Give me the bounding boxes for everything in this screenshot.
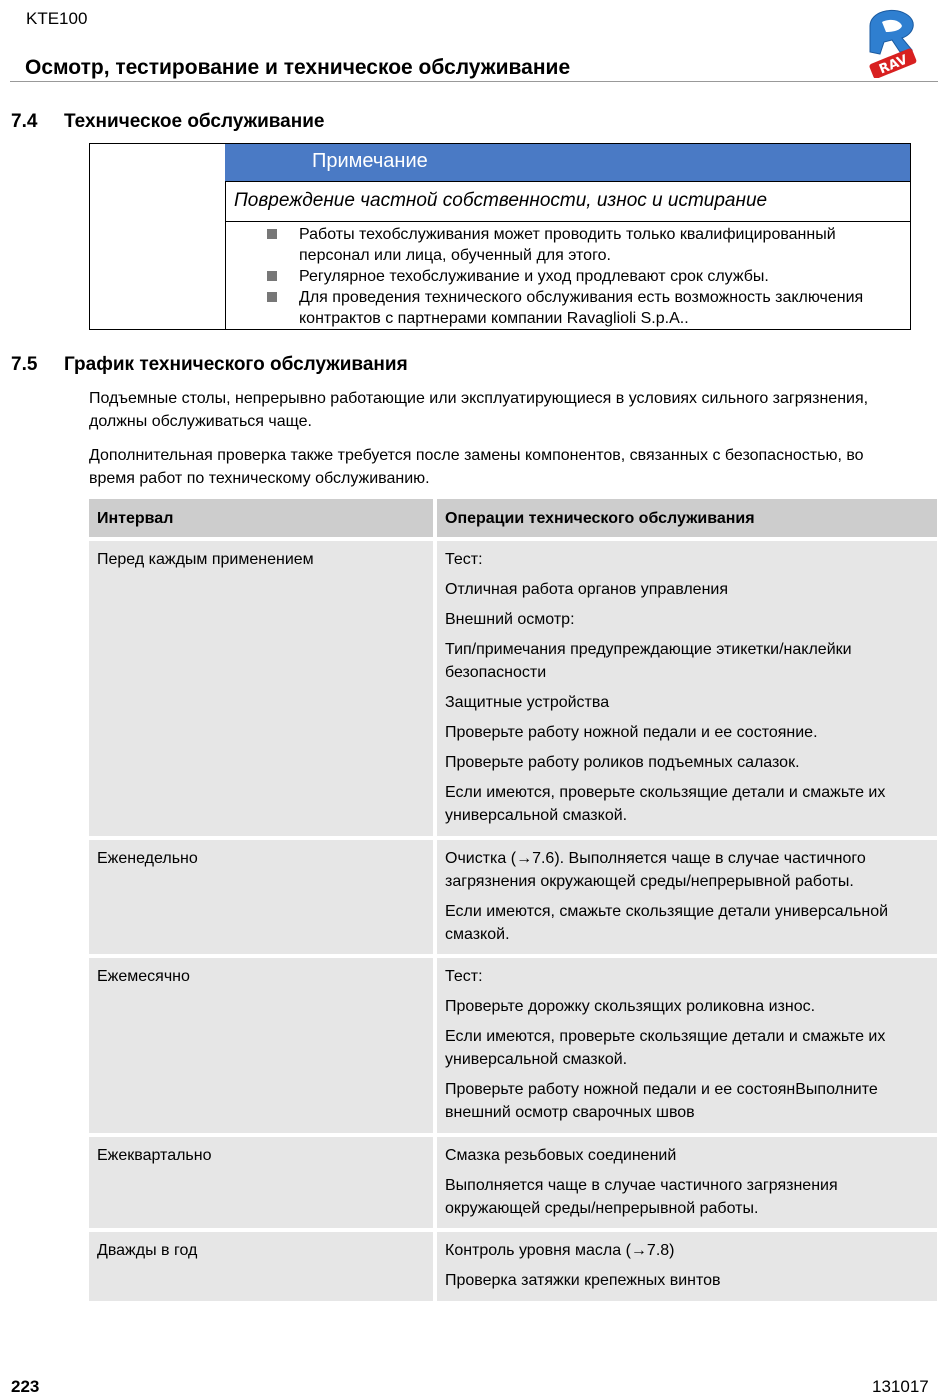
note-item: Для проведения технического обслуживания есть возможность заключения контрактов с партнерами компании Ravaglioli S.p.A.. bbox=[267, 287, 897, 329]
square-bullet-icon bbox=[267, 271, 277, 281]
table-cell-operations bbox=[437, 958, 937, 1133]
paragraph: Дополнительная проверка также требуется после замены компонентов, связанных с безопасностью, во время работ по техническому обслуживанию. bbox=[89, 447, 864, 487]
operation-item: Очистка (→7.6). Выполняется чаще в случае частичного загрязнения окружающей среды/непрерывной работы. bbox=[445, 850, 866, 890]
table-header-cell: Операции технического обслуживания bbox=[437, 499, 937, 537]
square-bullet-icon bbox=[267, 292, 277, 302]
table-header-cell: Интервал bbox=[89, 499, 433, 537]
table-cell-interval: Ежемесячно bbox=[89, 958, 433, 1133]
operation-item: Если имеются, проверьте скользящие детали и смажьте их универсальной смазкой. bbox=[445, 784, 886, 824]
operation-item: Проверьте работу роликов подъемных салазок. bbox=[445, 754, 800, 771]
section-number: 7.4 bbox=[11, 111, 38, 132]
table-cell-interval: Ежеквартально bbox=[89, 1137, 433, 1228]
note-box bbox=[89, 143, 911, 330]
section-title: Техническое обслуживание bbox=[64, 111, 325, 132]
operation-item: Если имеются, проверьте скользящие детали и смажьте их универсальной смазкой. bbox=[445, 1028, 886, 1068]
operation-item: Внешний осмотр: bbox=[445, 611, 575, 628]
operation-item: Проверка затяжки крепежных винтов bbox=[445, 1272, 721, 1289]
table-cell-interval: Еженедельно bbox=[89, 840, 433, 954]
note-subtitle: Повреждение частной собственности, износ и истирание bbox=[234, 190, 768, 211]
operation-item: Отличная работа органов управления bbox=[445, 581, 728, 598]
section-title: График технического обслуживания bbox=[64, 354, 408, 375]
note-item: Регулярное техобслуживание и уход продлевают срок службы. bbox=[267, 266, 897, 287]
table-cell-operations bbox=[437, 1232, 937, 1301]
note-list bbox=[267, 224, 897, 329]
note-subtitle-row bbox=[225, 182, 910, 222]
model-name: KTE100 bbox=[26, 9, 88, 28]
operation-item: Тест: bbox=[445, 968, 483, 985]
table-cell-interval: Перед каждым применением bbox=[89, 541, 433, 836]
document-code: 131017 bbox=[872, 1377, 929, 1396]
operation-item: Тест: bbox=[445, 551, 483, 568]
operation-item: Контроль уровня масла (→7.8) bbox=[445, 1242, 675, 1259]
svg-text:RAV: RAV bbox=[877, 52, 910, 78]
paragraph: Подъемные столы, непрерывно работающие или эксплуатирующиеся в условиях сильного загрязнения, должны обслуживаться чаще. bbox=[89, 390, 869, 430]
operation-item: Выполняется чаще в случае частичного загрязнения окружающей среды/непрерывной работы. bbox=[445, 1177, 838, 1217]
table-cell-operations bbox=[437, 541, 937, 836]
operation-item: Проверьте дорожку скользящих роликовна износ. bbox=[445, 998, 816, 1015]
note-item: Работы техобслуживания может проводить только квалифицированный персонал или лица, обученный для этого. bbox=[267, 224, 897, 266]
operation-item: Защитные устройства bbox=[445, 694, 610, 711]
header-divider bbox=[10, 81, 938, 82]
page-number: 223 bbox=[11, 1377, 40, 1396]
operation-item: Смазка резьбовых соединений bbox=[445, 1147, 677, 1164]
chapter-title: Осмотр, тестирование и техническое обслуживание bbox=[25, 56, 571, 79]
note-header bbox=[225, 144, 910, 182]
note-header-label: Примечание bbox=[312, 150, 428, 172]
operation-item: Проверьте работу ножной педали и ее состоянВыполните внешний осмотр сварочных швов bbox=[445, 1081, 878, 1121]
table-cell-interval: Дважды в год bbox=[89, 1232, 433, 1301]
table-cell-operations bbox=[437, 840, 937, 954]
operation-item: Проверьте работу ножной педали и ее состояние. bbox=[445, 724, 818, 741]
operation-item: Если имеются, смажьте скользящие детали универсальной смазкой. bbox=[445, 903, 889, 943]
operation-item: Тип/примечания предупреждающие этикетки/наклейки безопасности bbox=[445, 641, 852, 681]
rav-logo bbox=[862, 4, 922, 78]
section-number: 7.5 bbox=[11, 354, 38, 375]
square-bullet-icon bbox=[267, 229, 277, 239]
note-icon-cell bbox=[90, 144, 226, 329]
table-cell-operations bbox=[437, 1137, 937, 1228]
